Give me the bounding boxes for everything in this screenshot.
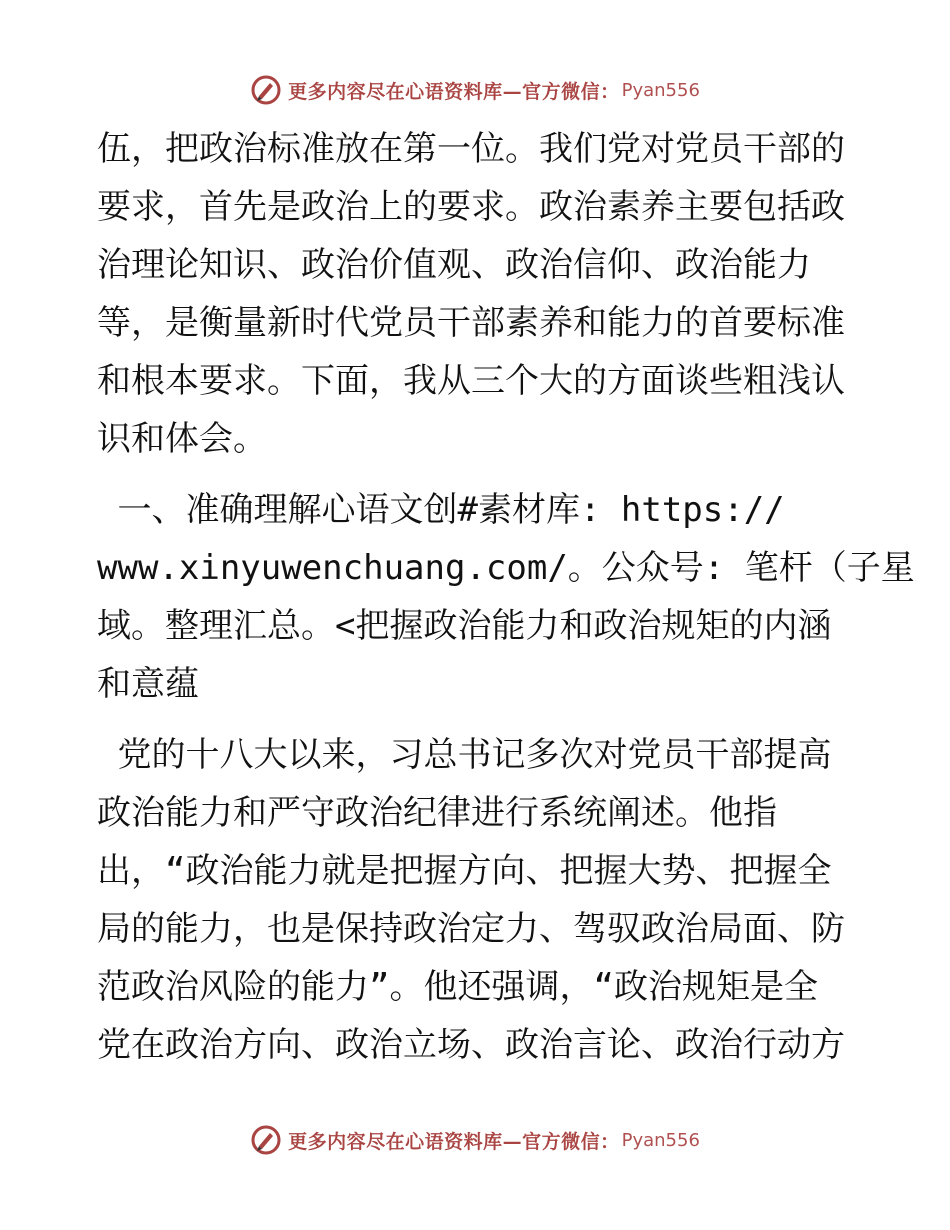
text-line: 出，“政治能力就是把握方向、把握大势、把握全 (97, 851, 832, 891)
paragraph (97, 726, 857, 1074)
text-line: 伍，把政治标准放在第一位。我们党对党员干部的 (97, 129, 845, 169)
wechat-id: Pyan556 (621, 79, 700, 101)
document-body (97, 120, 915, 1074)
text-line: 域。整理汇总。<把握政治能力和政治规矩的内涵 (97, 606, 832, 646)
text-line: 党在政治方向、政治立场、政治言论、政治行动方 (97, 1025, 845, 1065)
watermark-text: 更多内容尽在心语资料库—官方微信： (288, 80, 620, 103)
text-line: 识和体会。 (97, 419, 267, 459)
text-line: www.xinyuwenchuang.com/。公众号: 笔杆（子星 (97, 548, 915, 588)
section-heading (97, 481, 915, 713)
header-watermark (0, 70, 950, 110)
watermark-text: 更多内容尽在心语资料库—官方微信： (288, 1130, 620, 1153)
text-line: 治理论知识、政治价值观、政治信仰、政治能力 (97, 245, 811, 285)
text-line: 一、准确理解心语文创#素材库: https:// (97, 490, 785, 530)
text-line: 范政治风险的能力”。他还强调，“政治规矩是全 (97, 967, 818, 1007)
wechat-id: Pyan556 (621, 1129, 700, 1151)
paragraph (97, 120, 857, 468)
text-line: 和意蕴 (97, 664, 199, 704)
pen-logo-icon (250, 74, 282, 106)
text-line: 政治能力和严守政治纪律进行系统阐述。他指 (97, 793, 777, 833)
text-line: 党的十八大以来，习总书记多次对党员干部提高 (97, 735, 832, 775)
text-line: 局的能力，也是保持政治定力、驾驭政治局面、防 (97, 909, 845, 949)
footer-watermark (0, 1120, 950, 1160)
text-line: 和根本要求。下面，我从三个大的方面谈些粗浅认 (97, 361, 845, 401)
text-line: 要求，首先是政治上的要求。政治素养主要包括政 (97, 187, 845, 227)
pen-logo-icon (250, 1124, 282, 1156)
text-line: 等，是衡量新时代党员干部素养和能力的首要标准 (97, 303, 845, 343)
